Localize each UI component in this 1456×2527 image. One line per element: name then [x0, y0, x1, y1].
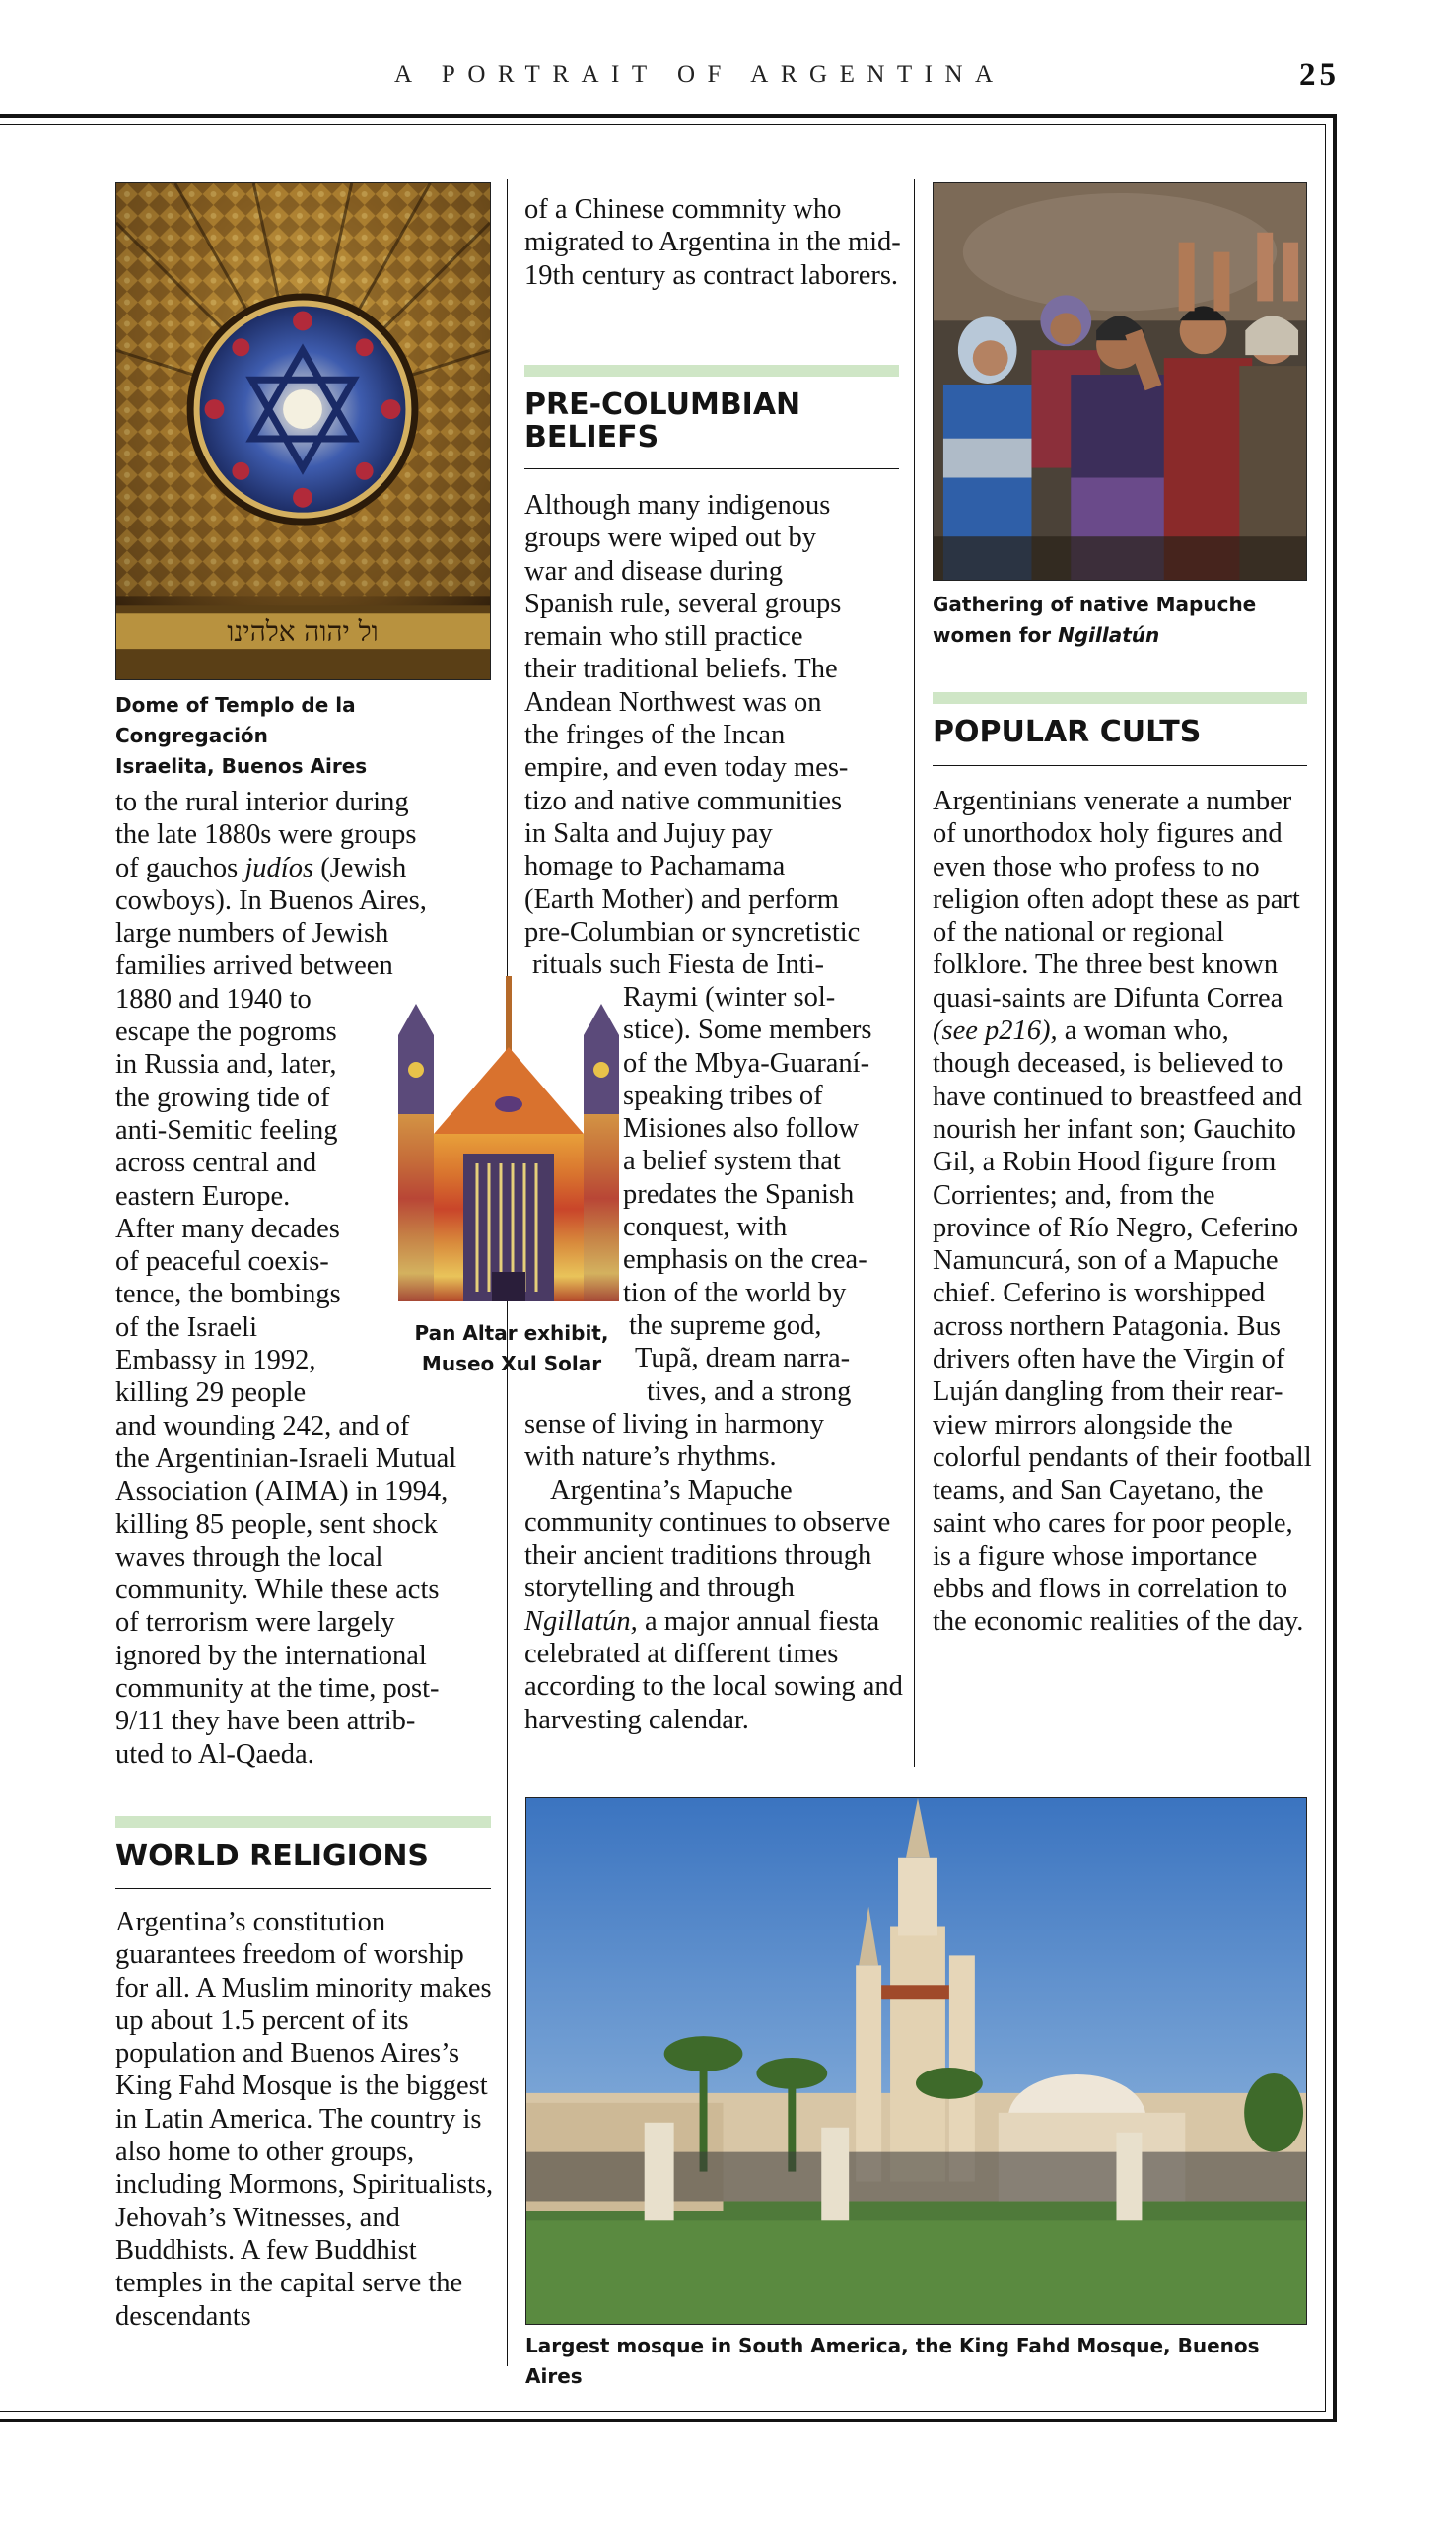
running-head: [0, 57, 1456, 101]
col1-line: [115, 852, 510, 884]
heading-rule-popular-cults: [933, 765, 1307, 766]
pre-columbian-narrow-text: [623, 981, 909, 1408]
photo-mapuche-women: [933, 182, 1307, 581]
continuation-paragraph: of a Chinese commnity who migrated to Argentina in the mid-19th century as contract laborers.: [524, 194, 901, 291]
col1-line: killing 85 people, sent shock: [115, 1509, 438, 1540]
dome-inscription: ול יהוה אלהינו: [227, 615, 379, 649]
col1-line: uted to Al-Qaeda.: [115, 1738, 314, 1770]
col2-narrow-line: emphasis on the crea-: [623, 1244, 867, 1276]
page-number: 25: [1299, 57, 1340, 93]
col2-line: with nature’s rhythms.: [524, 1441, 777, 1473]
col2-line: their traditional beliefs. The: [524, 654, 838, 685]
col1-text: of gauchos: [115, 852, 245, 883]
col1-line: of terrorism were largely: [115, 1607, 395, 1639]
heading-rule-world-religions: [115, 1888, 491, 1889]
col2-line: war and disease during: [524, 555, 783, 587]
caption-mapuche-text: women for: [933, 623, 1059, 647]
section-bar-world-religions: [115, 1816, 491, 1828]
popular-cults-paragraph: [933, 785, 1313, 1639]
caption-mapuche-line1: Gathering of native Mapuche: [933, 593, 1257, 616]
col1-line: families arrived between: [115, 950, 393, 982]
col2-line: tizo and native communities: [524, 785, 843, 816]
caption-mapuche-line2: [933, 620, 1307, 651]
caption-dome-line1: Dome of Templo de la Congregación: [115, 693, 356, 747]
col2-narrow-line: the supreme god,: [629, 1309, 822, 1341]
col2-narrow-line: tives, and a strong: [647, 1375, 852, 1407]
heading-pre-columbian-line1: PRE-COLUMBIAN: [524, 387, 801, 422]
photo-templo-dome: [115, 182, 491, 680]
dome-illustration: [116, 183, 490, 679]
col1-line: of peaceful coexis-: [115, 1246, 329, 1278]
col2-line: remain who still practice: [524, 621, 803, 653]
caption-mapuche: [933, 590, 1307, 651]
caption-dome: [115, 690, 510, 782]
col1-line: the growing tide of: [115, 1082, 330, 1113]
col2-line: in Salta and Jujuy pay: [524, 817, 773, 849]
heading-popular-cults: POPULAR CULTS: [933, 715, 1202, 749]
world-religions-body: [115, 1906, 496, 2333]
col1-line: community at the time, post-: [115, 1673, 440, 1705]
mapuche-italic-ngillatun: Ngillatún,: [524, 1605, 638, 1637]
heading-world-religions: WORLD RELIGIONS: [115, 1839, 430, 1873]
popular-cults-body: [933, 785, 1313, 1639]
heading-pre-columbian: [524, 388, 904, 454]
photo-king-fahd-mosque: [525, 1797, 1307, 2325]
col2-line: empire, and even today mes-: [524, 752, 849, 784]
col1-line: eastern Europe.: [115, 1180, 291, 1212]
col2-narrow-line: predates the Spanish: [623, 1178, 855, 1210]
section-bar-popular-cults: [933, 692, 1307, 704]
col1-line: killing 29 people: [115, 1377, 307, 1409]
col2-line: rituals such Fiesta de Inti-: [532, 949, 825, 981]
col2-narrow-line: Tupã, dream narra-: [635, 1343, 851, 1374]
column-rule-right: [914, 179, 915, 1767]
col2-line: Spanish rule, several groups: [524, 588, 842, 619]
col2-line: Although many indigenous: [524, 490, 831, 521]
col2-line: (Earth Mother) and perform: [524, 883, 839, 915]
col2-line: groups were wiped out by: [524, 523, 817, 554]
figure-pan-altar: [398, 976, 619, 1311]
col1-line: in Russia and, later,: [115, 1049, 337, 1081]
col2-line: homage to Pachamama: [524, 851, 786, 882]
col1-text: (Jewish: [313, 852, 407, 883]
col2-narrow-line: Misiones also follow: [623, 1113, 860, 1145]
col2-narrow-line: a belief system that: [623, 1146, 841, 1177]
mapuche-illustration: [934, 183, 1306, 580]
mapuche-text-end: a major annual fiesta celebrated at different times according to the local sowing and harvesting calendar.: [524, 1605, 903, 1735]
col2-narrow-line: of the Mbya-Guaraní-: [623, 1047, 870, 1079]
col1-line: of the Israeli: [115, 1311, 258, 1343]
col1-line: waves through the local: [115, 1541, 383, 1573]
mapuche-text: Argentina’s Mapuche community continues to observe their ancient traditions through storytelling and through: [524, 1474, 891, 1604]
col2-line: Andean Northwest was on: [524, 686, 822, 718]
col1-line: cowboys). In Buenos Aires,: [115, 884, 427, 916]
col2-narrow-line: speaking tribes of: [623, 1080, 823, 1111]
caption-dome-line2: Israelita, Buenos Aires: [115, 754, 368, 778]
popular-cults-text: Argentinians venerate a number of unorthodox holy figures and even those who profess to no religion often adopt these as part of the national or regional folklore. The three best known quasi-saints are Difunta Correa: [933, 786, 1300, 1014]
col2-line: the fringes of the Incan: [524, 720, 786, 751]
heading-pre-columbian-line2: BELIEFS: [524, 420, 659, 455]
popular-cults-text-end: a woman who, though deceased, is believed to have continued to breastfeed and nourish her infant son; Gauchito Gil, a Robin Hood figure from Corrientes; and, from the province of Río Negro, Ceferino Namuncurá, son of a Mapuche chief. Ceferino is worshipped across northern Patagonia. Bus drivers often have the Virgin of Luján dangling from their rear-view mirrors alongside the colorful pendants of their football teams, and San Cayetano, the saint who cares for poor people, is a figure whose importance ebbs and flows in correlation to the economic realities of the day.: [933, 1016, 1312, 1638]
col1-line: the Argentinian-Israeli Mutual: [115, 1442, 457, 1474]
caption-altar: [408, 1318, 615, 1379]
col2-narrow-line: conquest, with: [623, 1212, 788, 1243]
col1-line: the late 1880s were groups: [115, 819, 417, 851]
col2-narrow-line: Raymi (winter sol-: [623, 982, 836, 1013]
col1-line: escape the pogroms: [115, 1017, 337, 1048]
col1-line: and wounding 242, and of: [115, 1410, 410, 1441]
caption-mosque: Largest mosque in South America, the King Fahd Mosque, Buenos Aires: [525, 2334, 1260, 2388]
column2-continuation: [524, 193, 901, 292]
col1-line: ignored by the international: [115, 1640, 427, 1671]
col1-line: 1880 and 1940 to: [115, 983, 312, 1015]
col1-line: across central and: [115, 1148, 317, 1179]
caption-altar-line2: Museo Xul Solar: [421, 1352, 602, 1375]
col2-narrow-line: stice). Some members: [623, 1015, 872, 1046]
pre-columbian-lower-text: [524, 1408, 905, 1736]
running-head-title: A PORTRAIT OF ARGENTINA: [394, 61, 1005, 88]
col2-line: sense of living in harmony: [524, 1409, 824, 1439]
col1-line: After many decades: [115, 1213, 340, 1244]
col1-line: Association (AIMA) in 1994,: [115, 1476, 449, 1508]
col1-line: tence, the bombings: [115, 1279, 341, 1310]
world-religions-paragraph: Argentina’s constitution guarantees freedom of worship for all. A Muslim minority makes up about 1.5 percent of its population and Buenos Aires’s King Fahd Mosque is the biggest in Latin America. The country is also home to other groups, including Mormons, Spiritualists, Jehovah’s Witnesses, and Buddhists. A few Buddhist temples in the capital serve the descendants: [115, 1907, 494, 2332]
popular-cults-see-ref: (see p216),: [933, 1016, 1058, 1047]
section-bar-pre-columbian: [524, 365, 899, 377]
col1-line: community. While these acts: [115, 1575, 440, 1606]
heading-rule-pre-columbian: [524, 468, 899, 469]
col1-line: large numbers of Jewish: [115, 918, 389, 949]
col1-line: to the rural interior during: [115, 787, 409, 817]
mosque-illustration: [526, 1798, 1306, 2324]
col1-line: anti-Semitic feeling: [115, 1114, 338, 1146]
col1-line: 9/11 they have been attrib-: [115, 1706, 416, 1737]
pre-columbian-wide-text: [524, 489, 905, 981]
altar-illustration: [398, 976, 619, 1311]
col2-narrow-line: tion of the world by: [623, 1277, 847, 1308]
caption-mapuche-italic: Ngillatún: [1058, 623, 1160, 647]
col2-line: pre-Columbian or syncretistic: [524, 916, 861, 948]
col1-italic-judios: judíos: [244, 852, 314, 883]
mapuche-paragraph: [524, 1474, 905, 1736]
col1-line: Embassy in 1992,: [115, 1345, 316, 1376]
caption-altar-line1: Pan Altar exhibit,: [414, 1321, 609, 1345]
